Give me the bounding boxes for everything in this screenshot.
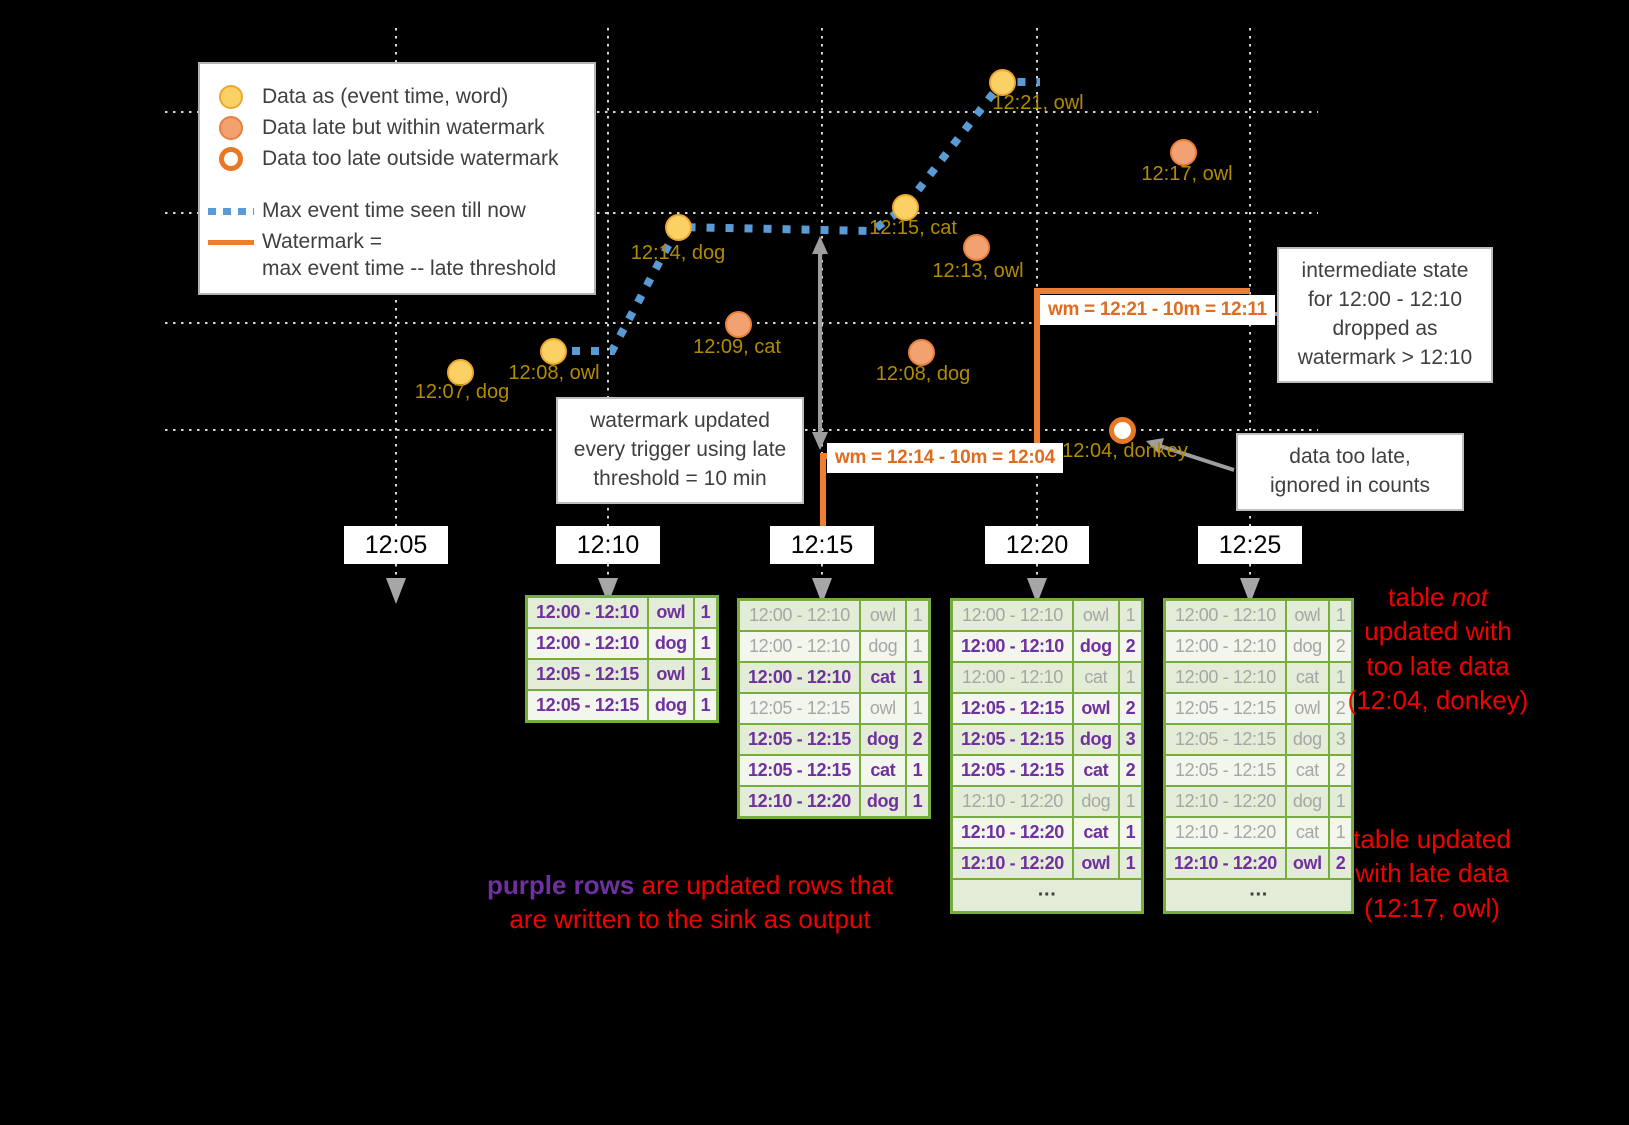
table-row [739,786,930,818]
axis-tick: 12:20 [985,526,1089,564]
table-cell: 2 [1119,693,1143,724]
table-cell: 1 [1329,786,1353,817]
table-cell: 1 [1119,662,1143,693]
watermark-value-label-2: wm = 12:21 - 10m = 12:11 [1040,295,1275,325]
table-row [952,786,1143,817]
table-cell: 12:05 - 12:15 [1165,693,1286,724]
note-line: table updated [1353,824,1511,854]
table-cell: cat [860,755,906,786]
data-point-label: 12:17, owl [1141,163,1233,185]
data-point-label: 12:08, dog [875,363,971,385]
table-cell: 1 [1329,817,1353,848]
table-row [739,724,930,755]
table-cell: 12:05 - 12:15 [1165,755,1286,786]
table-cell: 2 [1329,631,1353,662]
table-cell: 1 [1119,848,1143,879]
data-point-dot [908,339,935,366]
table-cell: cat [1286,662,1329,693]
table-cell: 12:10 - 12:20 [952,786,1073,817]
table-cell: 1 [906,600,930,632]
result-table [1163,598,1354,914]
data-point-dot [1170,139,1197,166]
table-cell: cat [1073,817,1119,848]
late-dot-icon [219,116,243,140]
table-cell: cat [1286,817,1329,848]
table-cell: 12:00 - 12:10 [739,600,860,632]
legend [198,62,596,295]
table-cell: dog [1073,786,1119,817]
table-row [1165,817,1353,848]
table-row [1165,724,1353,755]
table-cell: 1 [694,690,718,722]
gap-double-arrow [812,236,828,450]
note-line: too late data [1366,650,1510,681]
data-point-label: 12:08, owl [508,362,600,384]
note-purple-rows [487,868,893,937]
table-row [527,597,718,629]
table-cell: 12:00 - 12:10 [952,631,1073,662]
data-point-dot [665,214,692,241]
table-cell: owl [1286,693,1329,724]
table-ellipsis-row [1165,879,1353,913]
annotation-intermediate-state [1277,247,1493,383]
note-line: (12:17, owl) [1364,892,1500,923]
data-point-dot [725,311,752,338]
note-line: are written to the sink as output [509,904,871,935]
table-row [952,600,1143,632]
legend-label-line2: max event time -- late threshold [262,257,557,280]
table-cell: 3 [1119,724,1143,755]
legend-item-ontime [200,85,594,109]
annotation-line: data too late, [1289,445,1411,468]
table-cell: 12:05 - 12:15 [527,690,648,722]
data-point-label: 12:04, donkey [1062,440,1188,462]
table-cell: dog [860,631,906,662]
max-event-time-line [553,82,1040,351]
table-cell: dog [860,724,906,755]
table-cell: 1 [1119,817,1143,848]
table-cell: 12:05 - 12:15 [527,659,648,690]
table-row [1165,662,1353,693]
legend-item-max-event [200,199,594,223]
data-point-label: 12:13, owl [932,260,1024,282]
legend-label: Data too late outside watermark [262,147,559,170]
data-point-label: 12:07, dog [414,381,510,403]
table-cell: 12:05 - 12:15 [739,693,860,724]
table-cell: 1 [694,628,718,659]
table-cell: dog [1286,631,1329,662]
table-cell: 12:00 - 12:10 [739,662,860,693]
table-row [1165,848,1353,879]
table-cell: 1 [1119,600,1143,632]
table-row [527,690,718,722]
table-cell: 12:10 - 12:20 [1165,848,1286,879]
table-cell: 3 [1329,724,1353,755]
table-row [1165,631,1353,662]
table-cell: ··· [1165,879,1353,913]
table-cell: 12:00 - 12:10 [527,597,648,629]
legend-label: Max event time seen till now [262,199,526,222]
table-ellipsis-row [952,879,1143,913]
table-cell: cat [1286,755,1329,786]
table-row [952,631,1143,662]
table-row [952,724,1143,755]
table-cell: owl [1286,848,1329,879]
table-cell: 1 [906,786,930,818]
table-cell: 12:05 - 12:15 [739,724,860,755]
legend-item-late [200,116,594,140]
annotation-watermark-updated [556,397,804,504]
table-cell: dog [648,628,694,659]
table-row [739,662,930,693]
max-event-line-icon [208,208,254,215]
table-cell: owl [648,659,694,690]
table-cell: 1 [1329,662,1353,693]
table-cell: owl [1073,848,1119,879]
note-updated [1353,822,1511,925]
table-cell: 12:00 - 12:10 [1165,600,1286,632]
table-cell: 2 [1119,755,1143,786]
table-cell: dog [1073,631,1119,662]
data-point-label: 12:15, cat [869,217,957,239]
table-cell: 2 [906,724,930,755]
result-table [737,598,931,819]
table-cell: 12:00 - 12:10 [952,600,1073,632]
table-cell: 1 [906,662,930,693]
table-cell: 12:00 - 12:10 [1165,662,1286,693]
table-row [952,662,1143,693]
annotation-line: ignored in counts [1270,473,1430,497]
annotation-line: watermark updated [590,409,770,432]
table-cell: 12:00 - 12:10 [739,631,860,662]
table-cell: 1 [1119,786,1143,817]
table-cell: owl [1073,600,1119,632]
table-cell: ··· [952,879,1143,913]
annotation-line: intermediate state [1301,259,1469,282]
data-point-label: 12:21, owl [992,92,1084,114]
axis-tick: 12:10 [556,526,660,564]
table-cell: owl [1073,693,1119,724]
table-cell: 1 [694,597,718,629]
table-row [739,755,930,786]
table-cell: owl [860,600,906,632]
axis-tick: 12:15 [770,526,874,564]
legend-label: Data as (event time, word) [262,85,509,108]
table-cell: 1 [906,755,930,786]
ontime-dot-icon [219,85,243,109]
table-cell: 12:00 - 12:10 [1165,631,1286,662]
table-cell: 2 [1329,755,1353,786]
table-cell: dog [1286,724,1329,755]
annotation-too-late [1236,433,1464,511]
watermark-value-label-1: wm = 12:14 - 10m = 12:04 [827,443,1063,473]
table-cell: 12:05 - 12:15 [952,755,1073,786]
table-cell: 1 [906,693,930,724]
table-cell: 12:10 - 12:20 [952,817,1073,848]
data-point-dot [540,338,567,365]
table-cell: dog [1073,724,1119,755]
table-cell: dog [860,786,906,818]
table-cell: 1 [694,659,718,690]
table-row [739,631,930,662]
table-cell: 12:05 - 12:15 [952,724,1073,755]
legend-item-toolate [200,147,594,171]
legend-item-watermark [200,230,594,254]
result-table [525,595,719,723]
table-row [739,600,930,632]
table-cell: 12:10 - 12:20 [739,786,860,818]
table-row [1165,693,1353,724]
table-cell: 1 [1329,600,1353,632]
result-table [950,598,1144,914]
table-cell: 12:00 - 12:10 [527,628,648,659]
annotation-line: watermark > 12:10 [1297,345,1473,369]
legend-label: Data late but within watermark [262,116,545,139]
watermark-line-icon [208,240,254,245]
note-line: purple rows are updated rows that [486,870,894,900]
axis-tick: 12:25 [1198,526,1302,564]
table-cell: 1 [906,631,930,662]
table-cell: 12:00 - 12:10 [952,662,1073,693]
table-row [1165,755,1353,786]
annotation-line: dropped as [1332,316,1438,340]
note-line: with late data [1355,858,1509,889]
table-row [1165,600,1353,632]
data-point-label: 12:14, dog [630,242,726,264]
table-cell: 12:05 - 12:15 [1165,724,1286,755]
legend-label: Watermark = [262,230,382,253]
note-line: table not [1388,582,1488,612]
table-cell: 12:05 - 12:15 [739,755,860,786]
table-cell: 12:10 - 12:20 [1165,786,1286,817]
note-not-updated [1348,580,1529,717]
annotation-line: threshold = 10 min [593,466,767,490]
table-row [1165,786,1353,817]
data-point-dot [963,234,990,261]
table-cell: 2 [1329,848,1353,879]
table-row [527,628,718,659]
table-row [952,693,1143,724]
table-cell: cat [1073,662,1119,693]
table-row [952,755,1143,786]
table-cell: owl [1286,600,1329,632]
data-point-label: 12:09, cat [693,336,781,358]
table-row [527,659,718,690]
watermark-step-line [823,291,1250,546]
annotation-line: for 12:00 - 12:10 [1307,287,1463,311]
table-cell: owl [648,597,694,629]
table-cell: cat [860,662,906,693]
note-line: (12:04, donkey) [1347,684,1529,715]
axis-tick: 12:05 [344,526,448,564]
annotation-line: every trigger using late [573,437,787,461]
table-row [739,693,930,724]
note-line: updated with [1364,616,1512,647]
table-cell: dog [1286,786,1329,817]
table-cell: cat [1073,755,1119,786]
table-cell: 2 [1329,693,1353,724]
table-cell: dog [648,690,694,722]
table-cell: 12:10 - 12:20 [952,848,1073,879]
table-row [952,817,1143,848]
toolate-dot-icon [219,147,243,171]
table-cell: 12:05 - 12:15 [952,693,1073,724]
table-cell: 12:10 - 12:20 [1165,817,1286,848]
table-row [952,848,1143,879]
table-cell: 2 [1119,631,1143,662]
table-cell: owl [860,693,906,724]
